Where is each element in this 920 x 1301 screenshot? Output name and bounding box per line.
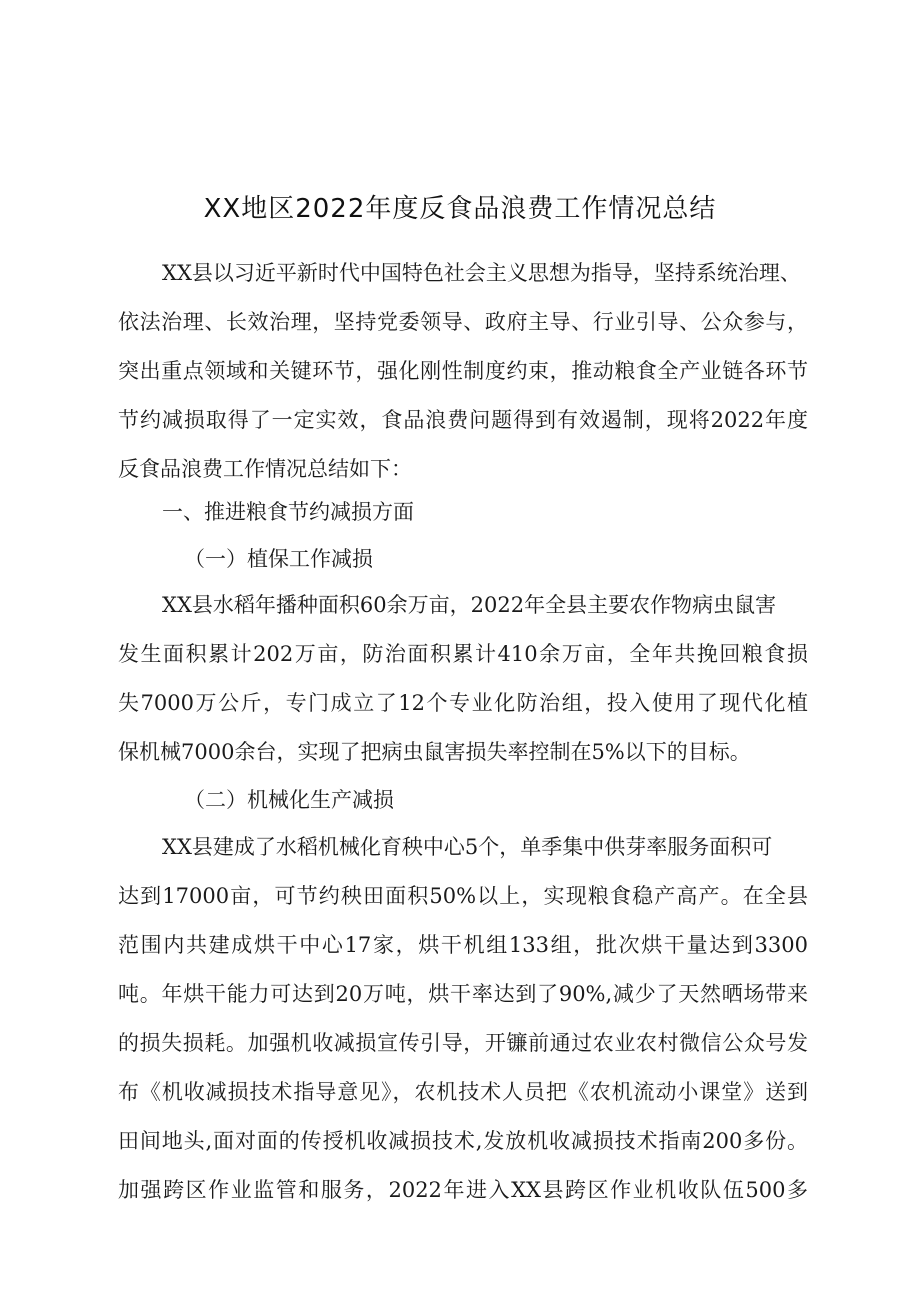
- sub2-line-6: 布《机收减损技术指导意见》，农机技术人员把《农机流动小课堂》送到: [118, 1080, 808, 1104]
- section-heading-1: 一、推进粮食节约减损方面: [162, 500, 414, 524]
- intro-line-5: 反食品浪费工作情况总结如下：: [118, 457, 412, 481]
- intro-line-2: 依法治理、长效治理，坚持党委领导、政府主导、行业引导、公众参与，: [118, 310, 808, 334]
- sub1-line-3: 失7000万公斤，专门成立了12个专业化防治组，投入使用了现代化植: [118, 691, 808, 715]
- sub1-line-2: 发生面积累计202万亩，防治面积累计410余万亩，全年共挽回粮食损: [118, 642, 808, 666]
- sub1-line-4: 保机械7000余台，实现了把病虫鼠害损失率控制在5%以下的目标。: [118, 740, 751, 764]
- intro-line-4: 节约减损取得了一定实效，食品浪费问题得到有效遏制，现将2022年度: [118, 408, 808, 432]
- intro-line-3: 突出重点领域和关键环节，强化刚性制度约束，推动粮食全产业链各环节: [118, 359, 808, 383]
- subsection-heading-1: （一）植保工作减损: [184, 547, 373, 571]
- sub2-line-2: 达到17000亩，可节约秧田面积50%以上，实现粮食稳产高产。在全县: [118, 884, 808, 908]
- subsection-heading-2: （二）机械化生产减损: [184, 788, 394, 812]
- document-title: XX地区2022年度反食品浪费工作情况总结: [203, 194, 717, 224]
- sub1-line-1: XX县水稻年播种面积60余万亩，2022年全县主要农作物病虫鼠害: [162, 593, 777, 617]
- sub2-line-5: 的损失损耗。加强机收减损宣传引导，开镰前通过农业农村微信公众号发: [118, 1031, 808, 1055]
- sub2-line-8: 加强跨区作业监管和服务，2022年进入XX县跨区作业机收队伍500多: [118, 1178, 808, 1202]
- intro-line-1: XX县以习近平新时代中国特色社会主义思想为指导，坚持系统治理、: [162, 261, 801, 285]
- sub2-line-7: 田间地头,面对面的传授机收减损技术,发放机收减损技术指南200多份。: [118, 1129, 808, 1153]
- sub2-line-3: 范围内共建成烘干中心17家，烘干机组133组，批次烘干量达到3300: [118, 933, 808, 957]
- sub2-line-4: 吨。年烘干能力可达到20万吨，烘干率达到了90%,减少了天然晒场带来: [118, 982, 808, 1006]
- sub2-line-1: XX县建成了水稻机械化育秧中心5个，单季集中供芽率服务面积可: [162, 835, 773, 859]
